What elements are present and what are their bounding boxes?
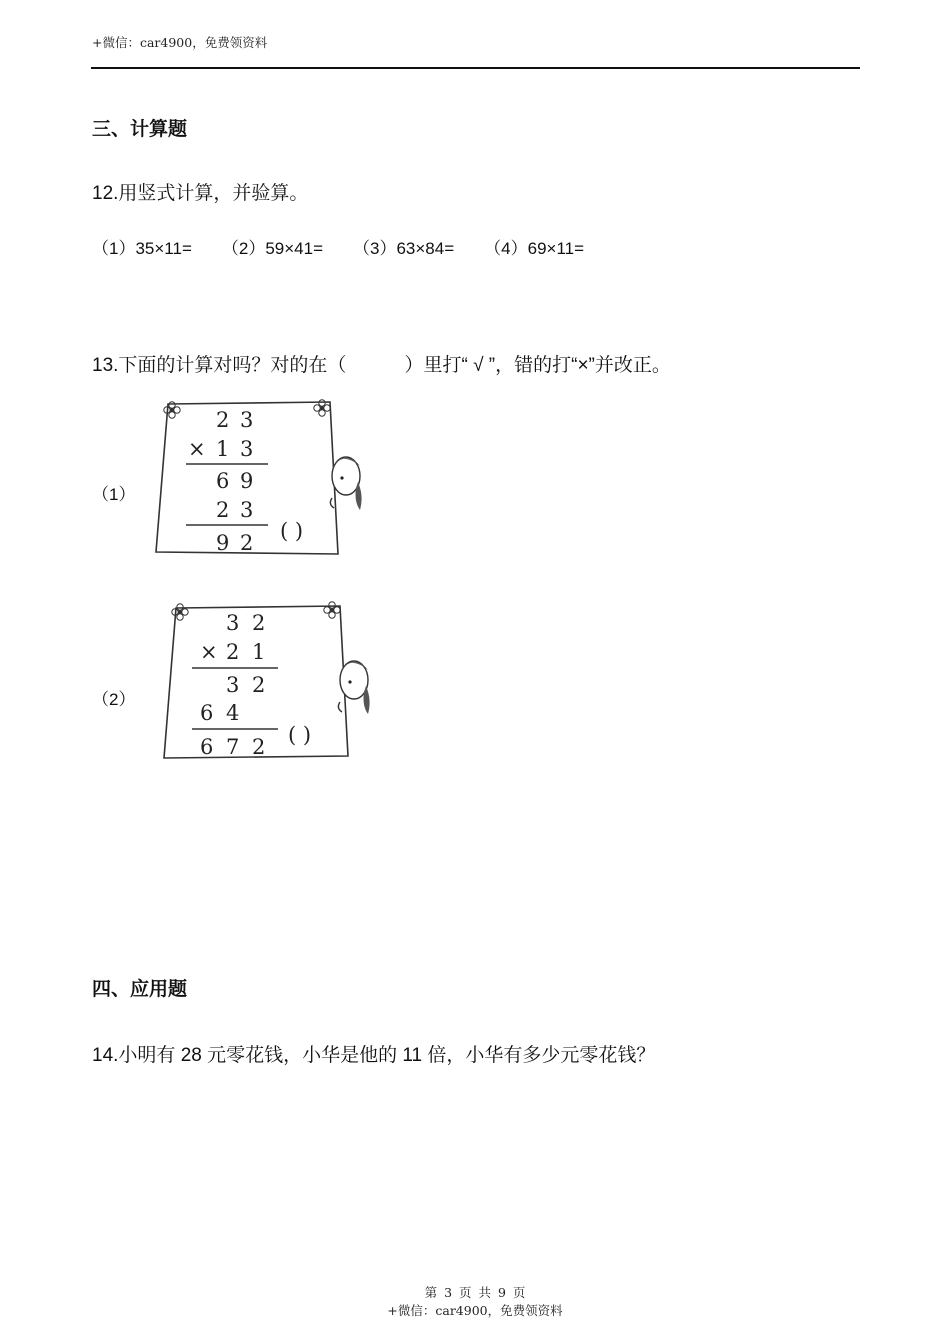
- vertical-calc-board-1: [150, 392, 370, 564]
- sub-question-1-label: （1）: [92, 485, 136, 504]
- digit: 1: [216, 437, 230, 461]
- digit: 2: [252, 611, 266, 635]
- section-title-application: 四、应用题: [92, 978, 188, 1000]
- multiply-sign: ×: [200, 640, 218, 664]
- header-divider: [91, 67, 860, 69]
- digit: 2: [240, 531, 254, 555]
- calc-item-4: （4）69×11=: [484, 239, 585, 258]
- page-number: 第 3 页 共 9 页: [424, 1285, 526, 1300]
- board-2-illustration: [158, 596, 383, 768]
- digit: 6: [216, 469, 230, 493]
- digit: 6: [200, 735, 214, 759]
- digit: 2: [226, 640, 240, 664]
- digit: 9: [216, 531, 230, 555]
- calc-item-1: （1）35×11=: [92, 239, 192, 258]
- digit: 3: [226, 611, 240, 635]
- question-14-text: 14.小明有 28 元零花钱，小华是他的 11 倍，小华有多少元零花钱？: [92, 1045, 656, 1066]
- answer-parentheses: ( ): [288, 723, 312, 747]
- page-header-text: +微信：car4900，免费领资料: [92, 35, 268, 50]
- digit: 6: [200, 701, 214, 725]
- digit: 1: [252, 640, 266, 664]
- question-12-text: 12.用竖式计算，并验算。: [92, 183, 309, 204]
- digit: 2: [216, 408, 230, 432]
- page-footer-text: +微信：car4900，免费领资料: [387, 1303, 563, 1318]
- digit: 2: [252, 673, 266, 697]
- vertical-calc-board-2: [158, 596, 383, 768]
- answer-parentheses: ( ): [280, 519, 304, 543]
- calc-item-3: （3）63×84=: [353, 239, 455, 258]
- multiply-sign: ×: [188, 437, 206, 461]
- board-1-illustration: [150, 392, 370, 564]
- digit: 3: [240, 408, 254, 432]
- digit: 2: [252, 735, 266, 759]
- sub-question-2-label: （2）: [92, 690, 136, 709]
- digit: 2: [216, 498, 230, 522]
- question-13-text: 13.下面的计算对吗？对的在（ ）里打“ √ ”，错的打“×”并改正。: [92, 355, 671, 376]
- digit: 3: [240, 437, 254, 461]
- digit: 9: [240, 469, 254, 493]
- digit: 4: [226, 701, 240, 725]
- question-12-items: [92, 234, 584, 259]
- digit: 7: [226, 735, 240, 759]
- digit: 3: [226, 673, 240, 697]
- calc-item-2: （2）59×41=: [221, 239, 324, 258]
- section-title-calculation: 三、计算题: [92, 118, 188, 140]
- digit: 3: [240, 498, 254, 522]
